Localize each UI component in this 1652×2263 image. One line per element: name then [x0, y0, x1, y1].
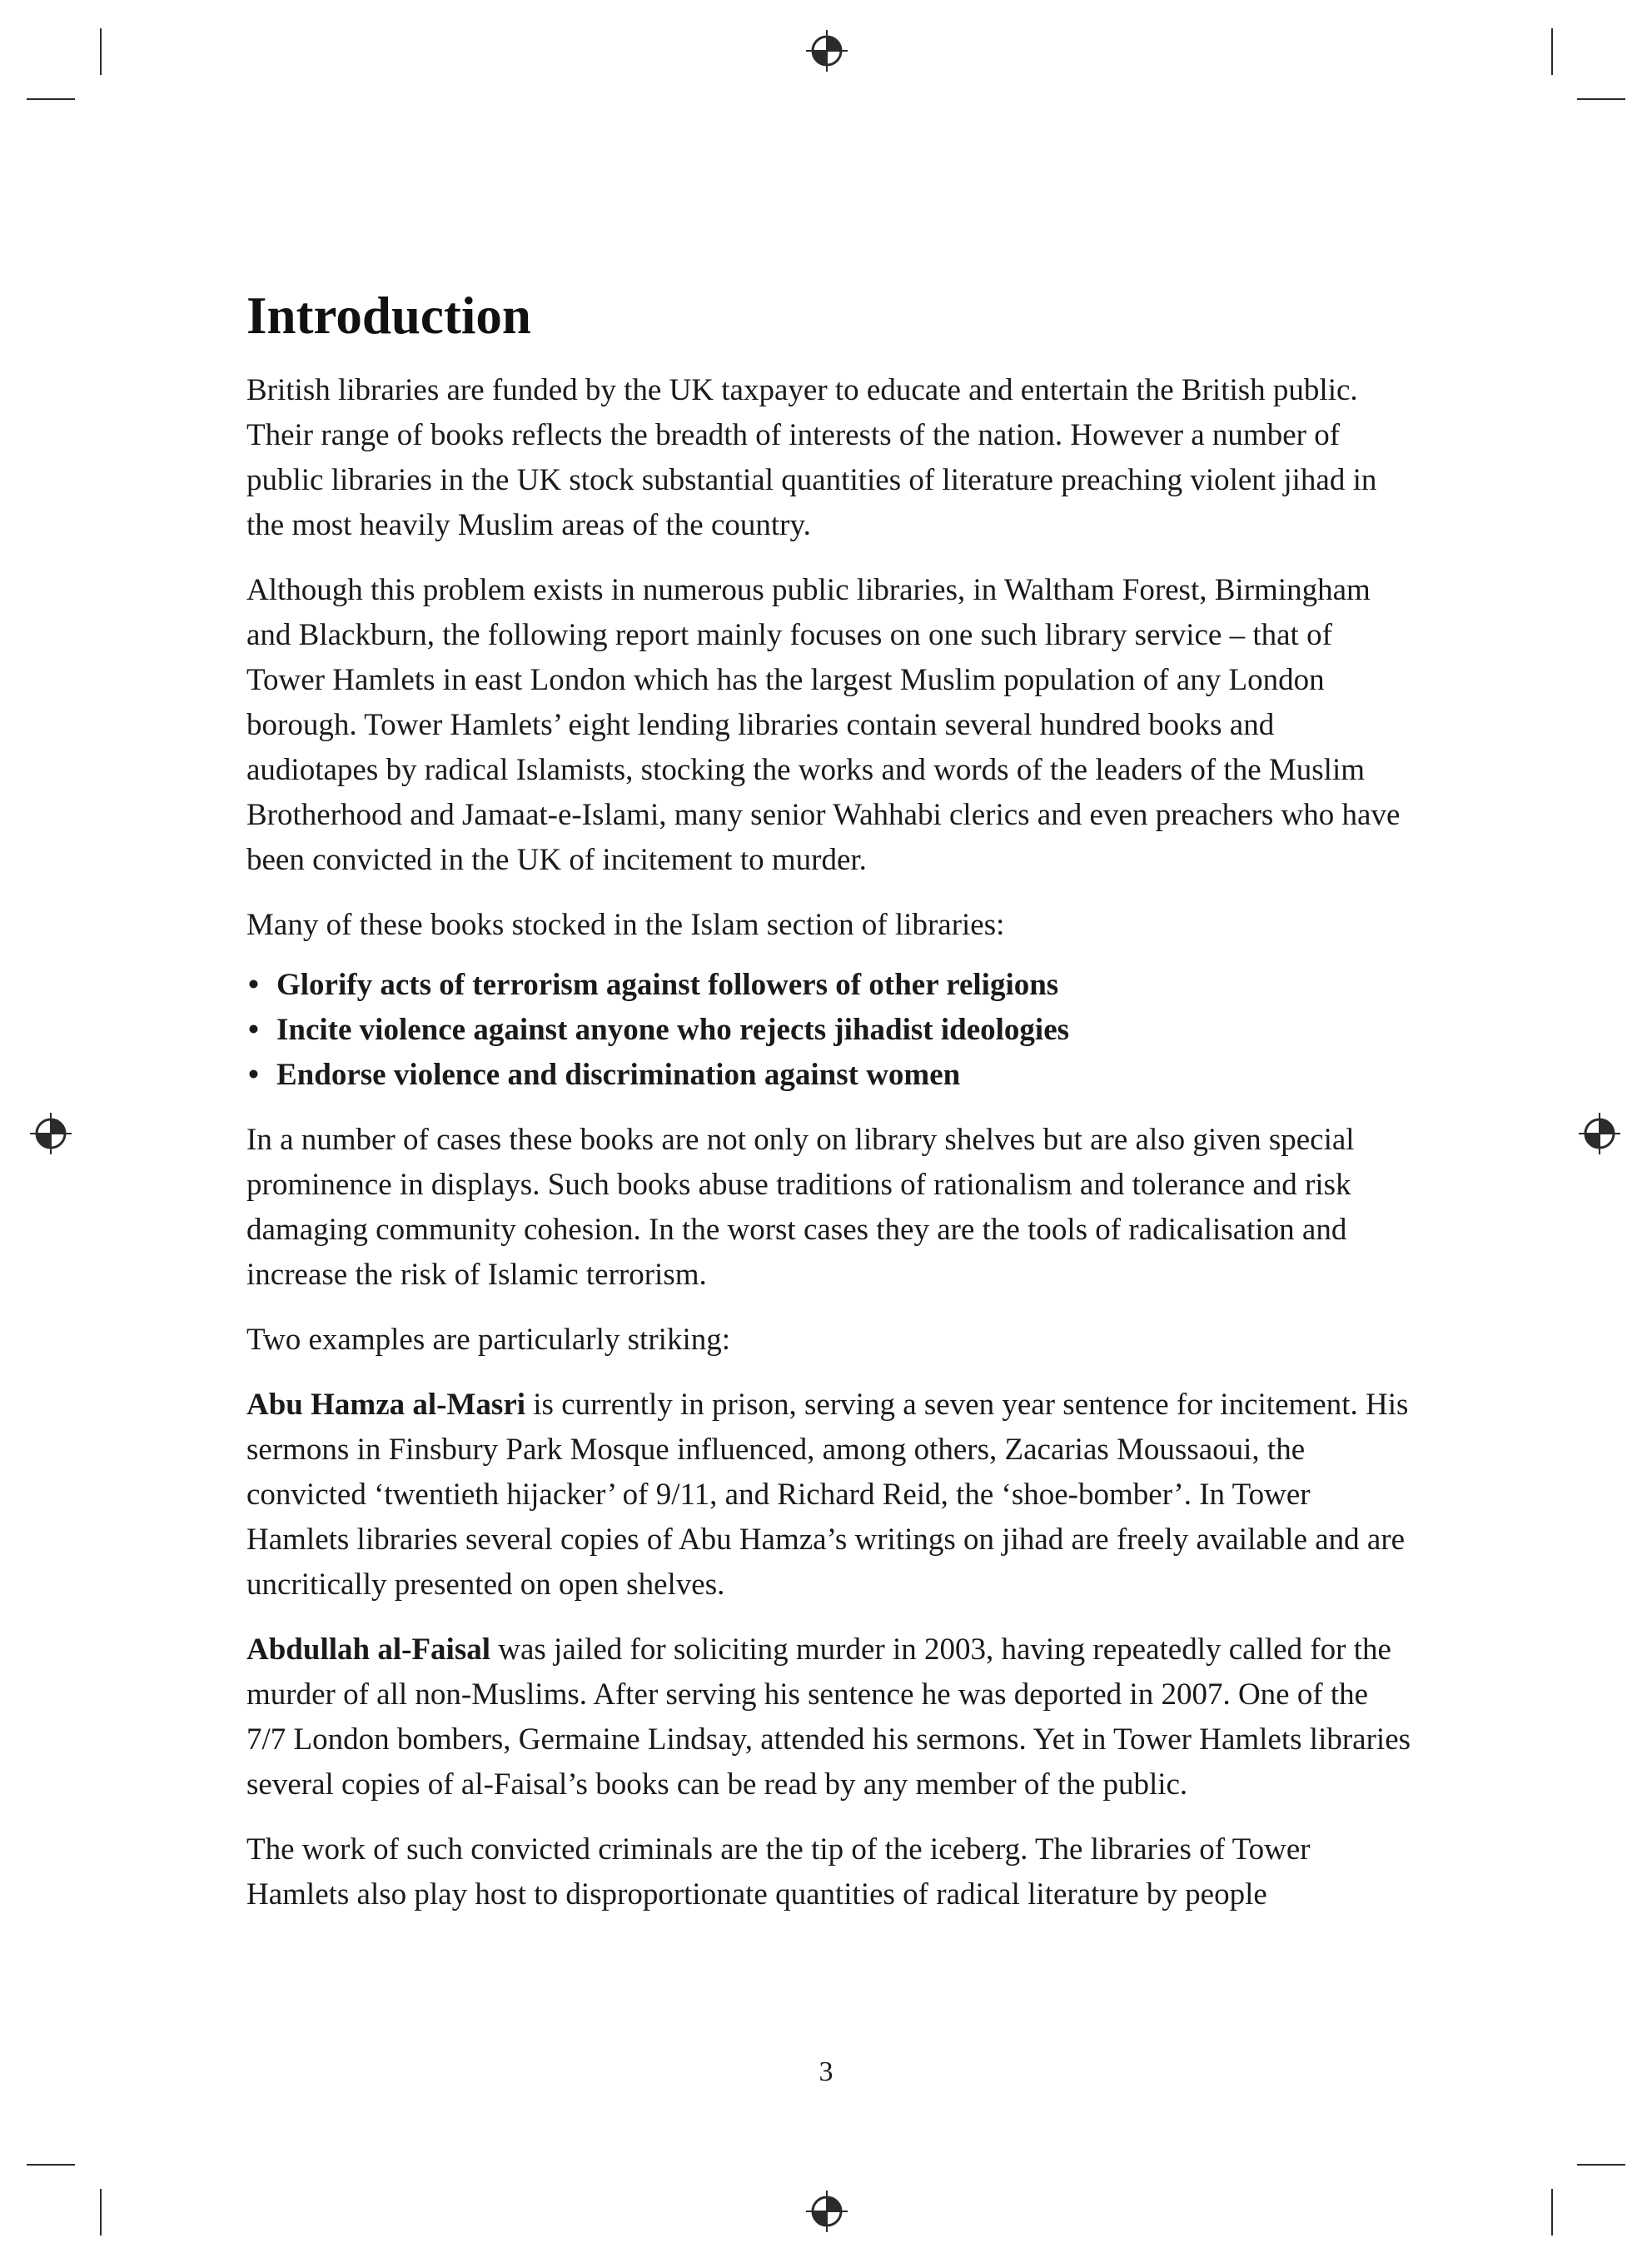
crop-mark-bottom-right-horizontal — [1577, 2164, 1625, 2166]
example-text: is currently in prison, serving a seven year sentence for incitement. His sermons in Finsbury Park Mosque influenced, among others, Zacarias Moussaoui, the convicted ‘twentieth hijacker’ of 9/11, and Richard Reid, the ‘shoe-bomber’. In Tower Hamlets libraries several copies of Abu Hamza’s writings on jihad are freely available and are uncritically presented on open shelves. — [246, 1388, 1409, 1602]
crop-mark-bottom-left-vertical — [100, 2189, 102, 2236]
intro-paragraph-2: Although this problem exists in numerous public libraries, in Waltham Forest, Birmingham and Blackburn, the following report mainly focuses on one such library service – that of Tower Hamlets in east London which has the largest Muslim population of any London borough. Tower Hamlets’ eight lending libraries contain several hundred books and audiotapes by radical Islamists, stocking the works and words of the leaders of the Muslim Brotherhood and Jamaat-e-Islami, many senior Wahhabi clerics and even preachers who have been convicted in the UK of incitement to murder. — [246, 573, 1401, 877]
bullet-item-2 — [246, 1008, 1412, 1053]
intro-paragraph-3: Many of these books stocked in the Islam section of libraries: — [246, 908, 1005, 942]
registration-mark-top-icon — [804, 28, 849, 73]
bullet-text: Glorify acts of terrorism against followers of other religions — [276, 968, 1059, 1002]
page-number: 3 — [819, 2056, 833, 2087]
crop-mark-top-left-horizontal — [27, 98, 75, 100]
example-name: Abu Hamza al-Masri — [246, 1388, 526, 1422]
bullet-item-1 — [246, 963, 1412, 1008]
closing-paragraph: The work of such convicted criminals are the tip of the iceberg. The libraries of Tower Hamlets also play host to disproportionate quantities of radical literature by people — [246, 1832, 1311, 1912]
bullet-marker: • — [248, 968, 259, 1002]
registration-mark-right-icon — [1577, 1111, 1622, 1156]
crop-mark-top-right-horizontal — [1577, 98, 1625, 100]
bullet-marker: • — [248, 1013, 259, 1047]
bullet-text: Endorse violence and discrimination against women — [276, 1058, 961, 1092]
body-paragraph-4: In a number of cases these books are not only on library shelves but are also given special prominence in displays. Such books abuse traditions of rationalism and tolerance and risk damaging community cohesion. In the worst cases they are the tools of radicalisation and increase the risk of Islamic terrorism. — [246, 1123, 1355, 1292]
example-paragraph-al-faisal — [246, 1627, 1412, 1807]
bullet-text: Incite violence against anyone who rejects jihadist ideologies — [276, 1013, 1070, 1047]
bullet-item-3 — [246, 1053, 1412, 1098]
crop-mark-top-right-vertical — [1551, 28, 1553, 75]
page-title: Introduction — [246, 287, 531, 345]
example-paragraph-abu-hamza — [246, 1383, 1412, 1608]
example-text: was jailed for soliciting murder in 2003, having repeatedly called for the murder of all non-Muslims. After serving his sentence he was deported in 2007. One of the 7/7 London bombers, Germaine Lindsay, attended his sermons. Yet in Tower Hamlets libraries several copies of al-Faisal’s books can be read by any member of the public. — [246, 1632, 1411, 1802]
crop-mark-top-left-vertical — [100, 28, 102, 75]
intro-paragraph-1: British libraries are funded by the UK taxpayer to educate and entertain the British public. Their range of books reflects the breadth of interests of the nation. However a number of public libraries in the UK stock substantial quantities of literature preaching violent jihad in the most heavily Muslim areas of the country. — [246, 373, 1377, 542]
crop-mark-bottom-right-vertical — [1551, 2189, 1553, 2236]
bullet-list — [246, 963, 1412, 1098]
page-content — [246, 283, 1412, 1937]
registration-mark-bottom-icon — [804, 2189, 849, 2234]
example-name: Abdullah al-Faisal — [246, 1632, 491, 1667]
bullet-marker: • — [248, 1058, 259, 1092]
registration-mark-left-icon — [28, 1111, 73, 1156]
crop-mark-bottom-left-horizontal — [27, 2164, 75, 2166]
body-paragraph-5: Two examples are particularly striking: — [246, 1323, 730, 1357]
